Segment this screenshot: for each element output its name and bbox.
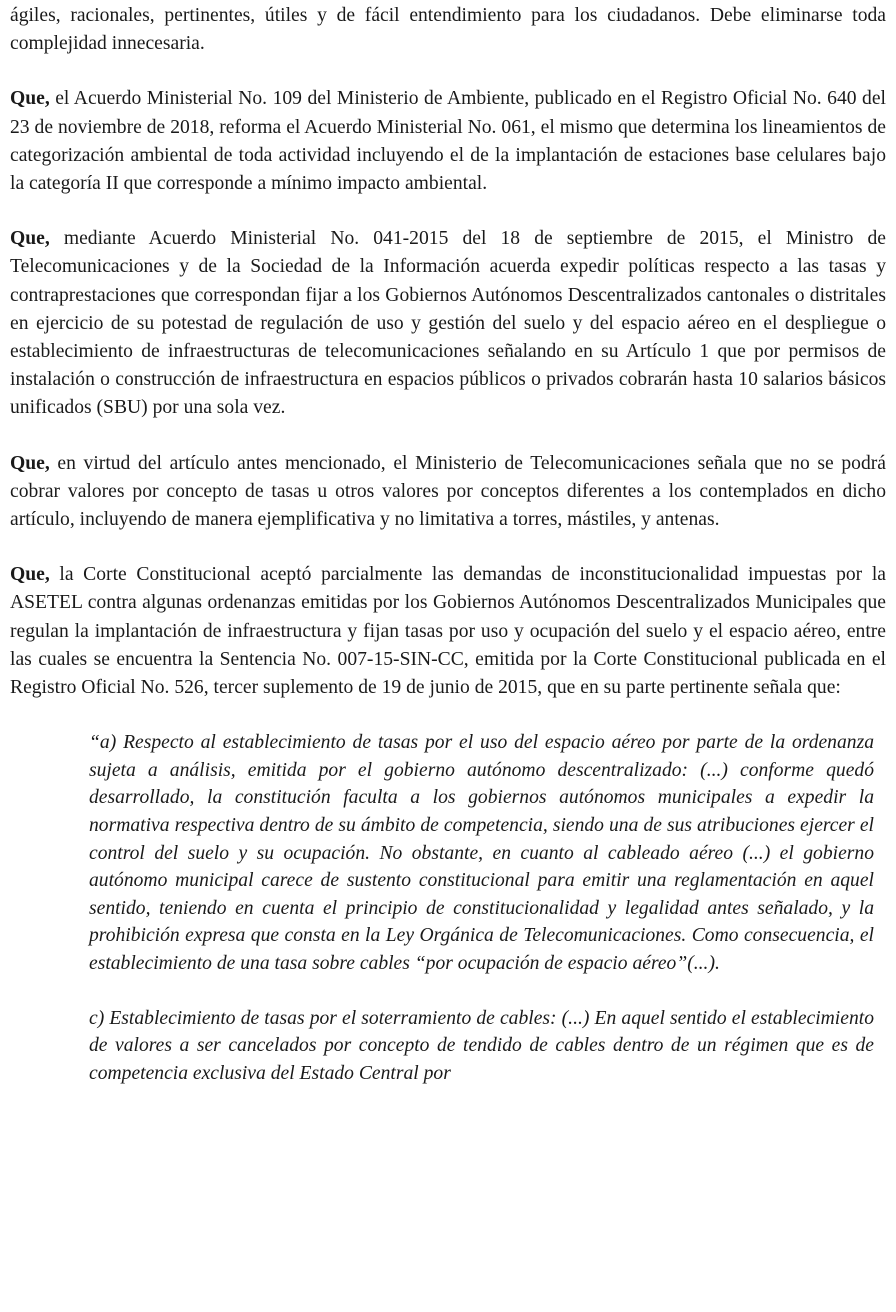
paragraph-lead: Que, [10, 564, 50, 586]
considerando-paragraph [10, 561, 886, 702]
paragraph-text: la Corte Constitucional aceptó parcialmente las demandas de inconstitucionalidad impuestas por la ASETEL contra algunas ordenanzas emitidas por los Gobiernos Autónomos Descentralizados Municipales que regulan la implantación de infraestructura y fijan tasas por uso y ocupación del suelo y el espacio aéreo, entre las cuales se encuentra la Sentencia No. 007-15-SIN-CC, emitida por la Corte Constitucional publicada en el Registro Oficial No. 526, tercer suplemento de 19 de junio de 2015, que en su parte pertinente señala que: [10, 564, 886, 699]
paragraph-lead: Que, [10, 228, 50, 250]
intro-paragraph: ágiles, racionales, pertinentes, útiles y de fácil entendimiento para los ciudadanos. Debe eliminarse toda complejidad innecesaria. [10, 5, 886, 55]
considerando-paragraph [10, 450, 886, 535]
considerando-paragraph [10, 85, 886, 198]
quoted-passage-a: “a) Respecto al establecimiento de tasas por el uso del espacio aéreo por parte de la ordenanza sujeta a análisis, emitida por el gobierno autónomo descentralizado: (...) conforme quedó desarrollado, la constitución faculta a los gobiernos autónomos municipales a expedir la normativa respectiva dentro de su ámbito de competencia, siendo una de sus atribuciones ejercer el control del suelo y su ocupación. No obstante, en cuanto al cableado aéreo (...) el gobierno autónomo municipal carece de sustento constitucional para emitir una reglamentación en aquel sentido, teniendo en cuenta el principio de constitucionalidad y legalidad antes señalado, y la prohibición expresa que consta en la Ley Orgánica de Telecomunicaciones. Como consecuencia, el establecimiento de una tasa sobre cables “por ocupación de espacio aéreo”(...). [89, 732, 874, 975]
paragraph-lead: Que, [10, 452, 50, 474]
considerando-paragraph [10, 225, 886, 422]
paragraph-text: en virtud del artículo antes mencionado, el Ministerio de Telecomunicaciones señala que no se podrá cobrar valores por concepto de tasas u otros valores por conceptos diferentes a los contemplados en dicho artículo, incluyendo de manera ejemplificativa y no limitativa a torres, mástiles, y antenas. [10, 452, 886, 531]
quoted-passage-c: c) Establecimiento de tasas por el soterramiento de cables: (...) En aquel sentido el establecimiento de valores a ser cancelados por concepto de tendido de cables dentro de un régimen que es de competencia exclusiva del Estado Central por [89, 1007, 874, 1084]
paragraph-text: mediante Acuerdo Ministerial No. 041-2015 del 18 de septiembre de 2015, el Ministro de Telecomunicaciones y de la Sociedad de la Información acuerda expedir políticas respecto a las tasas y contraprestaciones que correspondan fijar a los Gobiernos Autónomos Descentralizados cantonales o distritales en ejercicio de su potestad de regulación de uso y gestión del suelo y del espacio aéreo en el despliegue o establecimiento de infraestructuras de telecomunicaciones señalando en su Artículo 1 que por permisos de instalación o construcción de infraestructura en espacios públicos o privados cobrarán hasta 10 salarios básicos unificados (SBU) por una sola vez. [10, 228, 886, 419]
paragraph-lead: Que, [10, 88, 50, 110]
paragraph-text: el Acuerdo Ministerial No. 109 del Ministerio de Ambiente, publicado en el Registro Oficial No. 640 del 23 de noviembre de 2018, reforma el Acuerdo Ministerial No. 061, el mismo que determina los lineamientos de categorización ambiental de toda actividad incluyendo el de la implantación de estaciones base celulares bajo la categoría II que corresponde a mínimo impacto ambiental. [10, 88, 886, 195]
